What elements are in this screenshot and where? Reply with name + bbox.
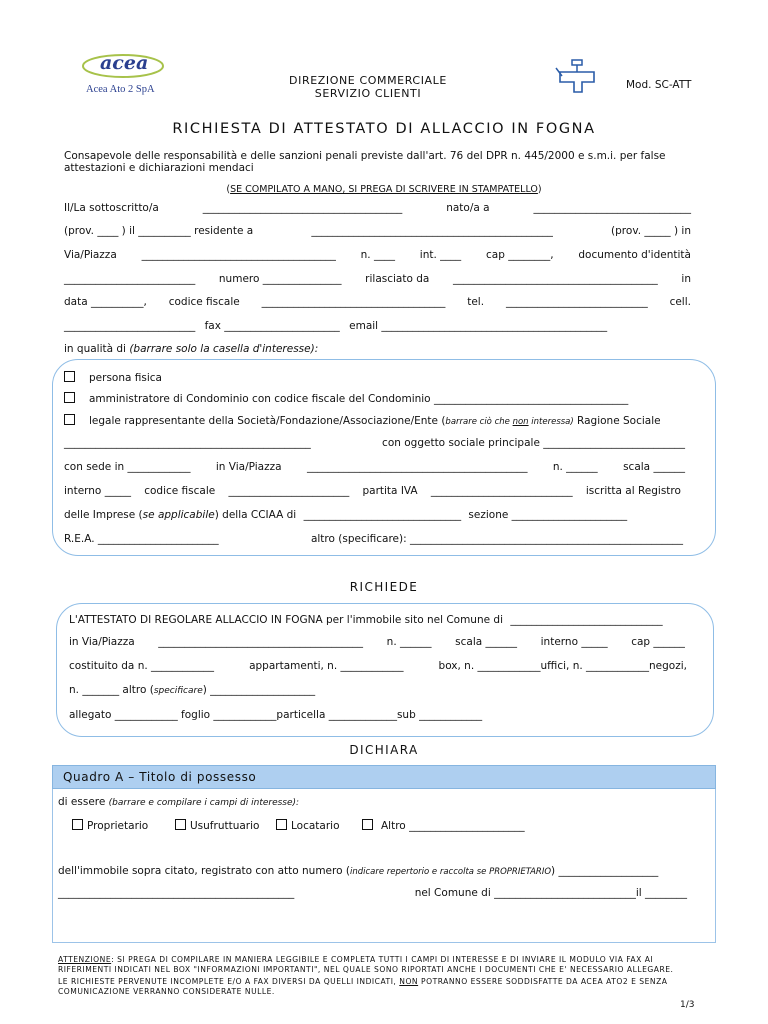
note-open: ( <box>226 184 231 195</box>
page-number: 1/3 <box>680 1000 695 1010</box>
department-line-2: SERVIZIO CLIENTI <box>314 87 422 100</box>
essere-line <box>58 796 299 808</box>
field: cell. <box>669 296 691 308</box>
field[interactable]: __________________________________________ <box>306 461 528 473</box>
richiede-line-4 <box>69 684 315 696</box>
dichiara-heading: DICHIARA <box>349 743 419 757</box>
field[interactable]: numero _______________ <box>218 273 342 285</box>
option-persona-fisica[interactable] <box>64 371 162 384</box>
field: L'ATTESTATO DI REGOLARE ALLACCIO IN FOGNA per l'immobile sito nel Comune di <box>69 614 503 626</box>
richiede-line-3 <box>69 660 687 672</box>
field[interactable]: con sede in ____________ <box>64 461 191 473</box>
field[interactable]: (prov. _____ ) in <box>611 225 691 237</box>
field: documento d'identità <box>578 249 691 261</box>
intro-line-2: attestazioni e dichiarazioni mendaci <box>64 162 254 174</box>
attenzione-note <box>58 955 673 975</box>
qualita-box <box>52 359 716 556</box>
acea-logo <box>78 48 188 100</box>
field: PROPRIETARIO <box>489 867 552 877</box>
richiede-heading: RICHIEDE <box>349 580 419 594</box>
field[interactable]: box, n. ____________uffici, n. ____________negozi, <box>438 660 687 672</box>
field[interactable]: data __________, <box>64 296 147 308</box>
checkbox-icon[interactable] <box>64 371 75 382</box>
department-line-1: DIREZIONE COMMERCIALE <box>289 74 447 87</box>
faucet-icon <box>552 58 602 102</box>
field[interactable]: interno _____ <box>64 485 131 497</box>
option-label: amministratore di Condominio con codice fiscale del Condominio _____________________________________ <box>89 393 629 405</box>
option-amministratore[interactable] <box>64 392 628 405</box>
logo-wordmark: acea <box>100 52 149 74</box>
checkbox-icon[interactable] <box>276 819 287 830</box>
checkbox-icon[interactable] <box>175 819 186 830</box>
field[interactable]: scala ______ <box>455 636 518 648</box>
field[interactable]: R.E.A. _______________________ <box>64 533 219 545</box>
attenzione-text-2: RIFERIMENTI INDICATI NEL BOX "INFORMAZIONI IMPORTANTI", NEL QUALE SONO RIPORTATI ANCHE I DOCUMENTI CHE E' NECESSARIO ALLEGARE. <box>58 965 674 974</box>
checkbox-icon[interactable] <box>64 392 75 403</box>
field[interactable]: _______________________________________ <box>453 273 658 285</box>
field[interactable]: sezione ______________________ <box>468 509 628 521</box>
applicant-line-6 <box>64 320 607 332</box>
field: se applicabile <box>142 509 215 521</box>
field[interactable]: int. ____ <box>419 249 462 261</box>
applicant-line-3 <box>64 249 691 261</box>
field[interactable]: cap ______ <box>631 636 685 648</box>
applicant-line-2 <box>64 225 691 237</box>
field[interactable]: _____________________________________________ <box>58 887 295 899</box>
field: partita IVA <box>362 485 418 497</box>
note-text: SE COMPILATO A MANO, SI PREGA DI SCRIVERE IN STAMPATELLO <box>230 184 538 195</box>
in-qualita-note: (barrare solo la casella d'interesse): <box>129 343 319 355</box>
applicant-line-4 <box>64 273 691 285</box>
richieste-non: NON <box>399 977 419 986</box>
option-label: Ragione Sociale <box>573 415 661 427</box>
field[interactable]: ______________________________________ <box>202 202 403 214</box>
handwriting-note <box>0 184 768 195</box>
richiede-line-5[interactable]: allegato ____________ foglio ____________particella _____________sub ____________ <box>69 709 483 721</box>
option-label: persona fisica <box>89 372 162 384</box>
field[interactable]: ___________________________ <box>430 485 573 497</box>
field[interactable]: nel Comune di ___________________________il ________ <box>414 887 687 899</box>
attenzione-text: : SI PREGA DI COMPILARE IN MANIERA LEGGIBILE E COMPLETA TUTTI I CAMPI DI INTERESSE E DI INVIARE IL MODULO VIA FAX AI <box>111 955 654 964</box>
field[interactable]: fax ______________________ <box>204 320 340 332</box>
field: delle Imprese ( <box>64 509 143 521</box>
option-note-non: non <box>512 417 529 427</box>
field: in <box>681 273 691 285</box>
field[interactable]: _______________________________________________ <box>64 437 311 449</box>
option-proprietario[interactable] <box>72 819 148 832</box>
field[interactable]: ) ___________________ <box>551 865 659 877</box>
field[interactable]: cap ________, <box>485 249 554 261</box>
field: dell'immobile sopra citato, registrato con atto numero ( <box>58 865 350 877</box>
field[interactable]: scala ______ <box>623 461 685 473</box>
option-legale-rappresentante[interactable] <box>64 414 661 427</box>
registration-line <box>58 887 687 899</box>
richieste-note <box>58 977 668 997</box>
page-title: RICHIESTA DI ATTESTATO DI ALLACCIO IN FOGNA <box>172 121 596 137</box>
field[interactable]: _________________________ <box>64 273 196 285</box>
field: in Via/Piazza <box>215 461 282 473</box>
in-qualita-text: in qualità di <box>64 343 126 355</box>
field[interactable]: altro (specificare): ____________________________________________________ <box>310 533 683 545</box>
field[interactable]: ______________________________ <box>533 202 691 214</box>
field[interactable]: n. ______ <box>386 636 432 648</box>
checkbox-icon[interactable] <box>64 414 75 425</box>
option-label: Proprietario <box>87 820 149 832</box>
field: Il/La sottoscritto/a <box>64 202 159 214</box>
field[interactable]: ______________________________________________ <box>311 225 553 237</box>
field[interactable]: costituito da n. ____________ <box>69 660 215 672</box>
field: ) della CCIAA di <box>214 509 297 521</box>
richieste-text: LE RICHIESTE PERVENUTE INCOMPLETE E/O A FAX DIVERSI DA QUELLI INDICATI, <box>58 977 400 986</box>
field[interactable]: n. _______ altro ( <box>69 684 154 696</box>
attenzione-label: ATTENZIONE <box>58 955 112 964</box>
legal-line-5 <box>64 533 683 545</box>
immobile-line <box>58 865 658 877</box>
field[interactable]: _______________________ <box>228 485 350 497</box>
field[interactable]: n. ____ <box>360 249 395 261</box>
option-label: Usufruttuario <box>190 820 260 832</box>
option-label[interactable]: Altro ______________________ <box>381 820 525 832</box>
option-note: interessa) <box>528 417 574 427</box>
quadro-a-header <box>52 765 716 789</box>
field[interactable]: appartamenti, n. ____________ <box>249 660 404 672</box>
legal-line-3 <box>64 485 681 497</box>
legal-line-1 <box>64 437 685 449</box>
intro-line-1: Consapevole delle responsabilità e delle sanzioni penali previste dall'art. 76 del DPR n. 445/2000 e s.m.i. per false <box>64 150 666 162</box>
field[interactable]: _________________________ <box>64 320 196 332</box>
applicant-line-5 <box>64 296 691 308</box>
option-note: barrare ciò che <box>445 417 513 427</box>
field[interactable]: ) ____________________ <box>202 684 316 696</box>
option-label: legale rappresentante della Società/Fondazione/Associazione/Ente ( <box>89 415 446 427</box>
field: indicare repertorio e raccolta se <box>349 867 490 877</box>
field: iscritta al Registro <box>585 485 681 497</box>
option-usufruttuario[interactable] <box>175 819 259 832</box>
field: (barrare e compilare i campi di interesse): <box>108 798 300 808</box>
field: nato/a a <box>446 202 490 214</box>
legal-line-4 <box>64 509 627 521</box>
note-close: ) <box>537 184 542 195</box>
richiede-line-2 <box>69 636 685 648</box>
field: in Via/Piazza <box>69 636 135 648</box>
field[interactable]: interno _____ <box>540 636 608 648</box>
logo-subtitle: Acea Ato 2 SpA <box>86 84 155 95</box>
richieste-text: POTRANNO ESSERE SODDISFATTE DA ACEA ATO2 E SENZA <box>418 977 668 986</box>
field: codice fiscale <box>168 296 240 308</box>
field[interactable]: con oggetto sociale principale ___________________________ <box>382 437 685 449</box>
department-heading <box>268 74 468 100</box>
richieste-text-2: COMUNICAZIONE VERRANNO CONSIDERATE NULLE. <box>58 987 275 996</box>
field[interactable]: _____________________________ <box>510 614 663 626</box>
field: tel. <box>467 296 485 308</box>
field[interactable]: email ___________________________________________ <box>349 320 608 332</box>
field[interactable]: ___________________________ <box>505 296 648 308</box>
in-qualita-label <box>64 343 318 355</box>
field[interactable]: _______________________________________ <box>158 636 364 648</box>
field[interactable]: (prov. ____ ) il __________ residente a <box>64 225 254 237</box>
field[interactable]: _____________________________________ <box>141 249 336 261</box>
option-altro[interactable] <box>362 819 525 832</box>
field[interactable]: ___________________________________ <box>261 296 446 308</box>
field: di essere <box>58 796 109 808</box>
field: codice fiscale <box>144 485 216 497</box>
field: Via/Piazza <box>64 249 117 261</box>
module-code: Mod. SC-ATT <box>626 79 692 91</box>
field: rilasciato da <box>365 273 430 285</box>
field[interactable]: n. ______ <box>552 461 598 473</box>
applicant-line-1 <box>64 202 691 214</box>
legal-line-2 <box>64 461 685 473</box>
checkbox-icon[interactable] <box>72 819 83 830</box>
field: specificare <box>153 686 203 696</box>
option-locatario[interactable] <box>276 819 340 832</box>
richiede-line-1 <box>69 614 663 626</box>
checkbox-icon[interactable] <box>362 819 373 830</box>
quadro-a-title: Quadro A – Titolo di possesso <box>63 770 257 784</box>
field[interactable]: ______________________________ <box>303 509 462 521</box>
option-label: Locatario <box>291 820 340 832</box>
